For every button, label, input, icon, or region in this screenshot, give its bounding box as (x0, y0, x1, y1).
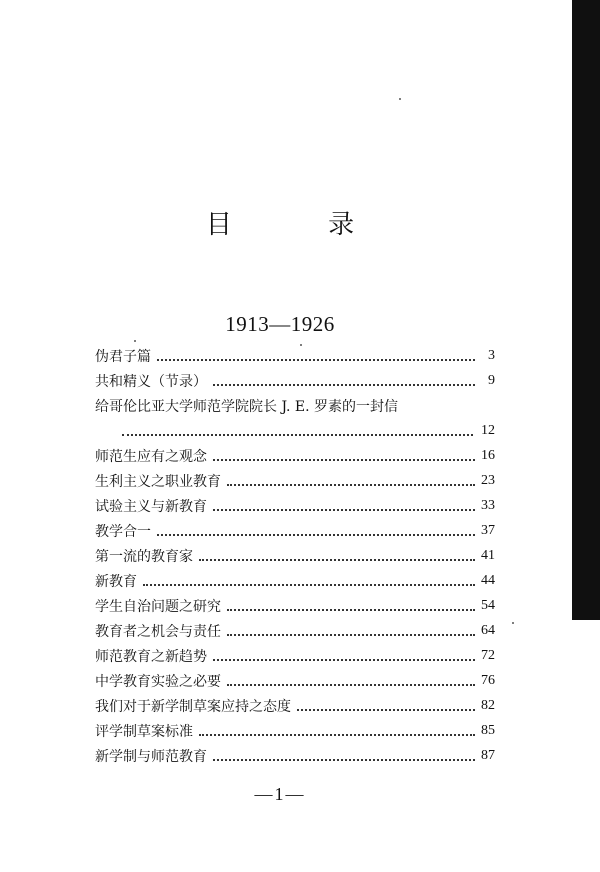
toc-entry-title: 新教育 (95, 574, 137, 590)
dot-leader (157, 534, 475, 536)
page-title: 目 录 (205, 210, 399, 240)
toc-entry-page: 23 (481, 473, 495, 488)
toc-entry-title: 共和精义（节录） (95, 374, 207, 390)
scan-speck (300, 344, 302, 346)
toc-entry-page: 9 (488, 373, 495, 388)
toc-entry-title: 我们对于新学制草案应持之态度 (95, 699, 291, 715)
toc-entry (95, 545, 495, 567)
toc-entry-page: 87 (481, 748, 495, 763)
toc-entry (95, 470, 495, 492)
toc-entry-title: 中学教育实验之必要 (95, 674, 221, 690)
toc-entry (95, 495, 495, 517)
toc-entry (95, 395, 495, 417)
dot-leader (213, 759, 475, 761)
toc-entry-title: 评学制草案标准 (95, 724, 193, 740)
dot-leader (213, 659, 475, 661)
toc-entry-title: 生利主义之职业教育 (95, 474, 221, 490)
toc-entry-page: 44 (481, 573, 495, 588)
toc-entry-title: 师范教育之新趋势 (95, 649, 207, 665)
toc-entry (95, 695, 495, 717)
toc-entry-page: 76 (481, 673, 495, 688)
toc-entry (95, 520, 495, 542)
toc-entry-page: 16 (481, 448, 495, 463)
toc-entry-continuation (122, 420, 495, 442)
dot-leader (122, 434, 473, 436)
toc-entry (95, 720, 495, 742)
toc-entry (95, 445, 495, 467)
dot-leader (157, 359, 475, 361)
dot-leader (213, 509, 475, 511)
dot-leader (213, 384, 475, 386)
dot-leader (143, 584, 475, 586)
toc-entry (95, 670, 495, 692)
dot-leader (227, 609, 475, 611)
toc-entry-page: 12 (481, 423, 495, 438)
toc-entry (95, 620, 495, 642)
toc-entry-page: 3 (488, 348, 495, 363)
toc-entry-title: 师范生应有之观念 (95, 449, 207, 465)
dot-leader (199, 559, 475, 561)
toc-entry (95, 645, 495, 667)
toc-entry-title: 教学合一 (95, 524, 151, 540)
scan-speck (399, 98, 401, 100)
toc-entry (95, 595, 495, 617)
toc-entry-title: 新学制与师范教育 (95, 749, 207, 765)
toc-entry-title: 教育者之机会与责任 (95, 624, 221, 640)
toc-entry-title: 给哥伦比亚大学师范学院院长 J. E. 罗素的一封信 (95, 399, 398, 415)
dot-leader (213, 459, 475, 461)
dot-leader (227, 684, 475, 686)
page-number: —1— (254, 784, 306, 804)
toc-entry-title: 学生自治问题之研究 (95, 599, 221, 615)
toc-entry-page: 37 (481, 523, 495, 538)
dot-leader (199, 734, 475, 736)
toc-entry (95, 370, 495, 392)
dot-leader (227, 484, 475, 486)
scan-speck (134, 340, 136, 342)
section-heading: 1913—1926 (225, 312, 335, 336)
toc-entry-title: 第一流的教育家 (95, 549, 193, 565)
toc-entry-page: 33 (481, 498, 495, 513)
toc-entry-title: 伪君子篇 (95, 349, 151, 365)
dot-leader (227, 634, 475, 636)
toc-entry-title: 试验主义与新教育 (95, 499, 207, 515)
toc-entry-page: 54 (481, 598, 495, 613)
toc-entry (95, 570, 495, 592)
dot-leader (297, 709, 475, 711)
toc-entry-page: 82 (481, 698, 495, 713)
toc-entry (95, 345, 495, 367)
toc-entry (95, 745, 495, 767)
toc-entry-page: 41 (481, 548, 495, 563)
toc-entry-page: 72 (481, 648, 495, 663)
scan-speck (512, 622, 514, 624)
toc-entry-page: 64 (481, 623, 495, 638)
toc-entry-page: 85 (481, 723, 495, 738)
